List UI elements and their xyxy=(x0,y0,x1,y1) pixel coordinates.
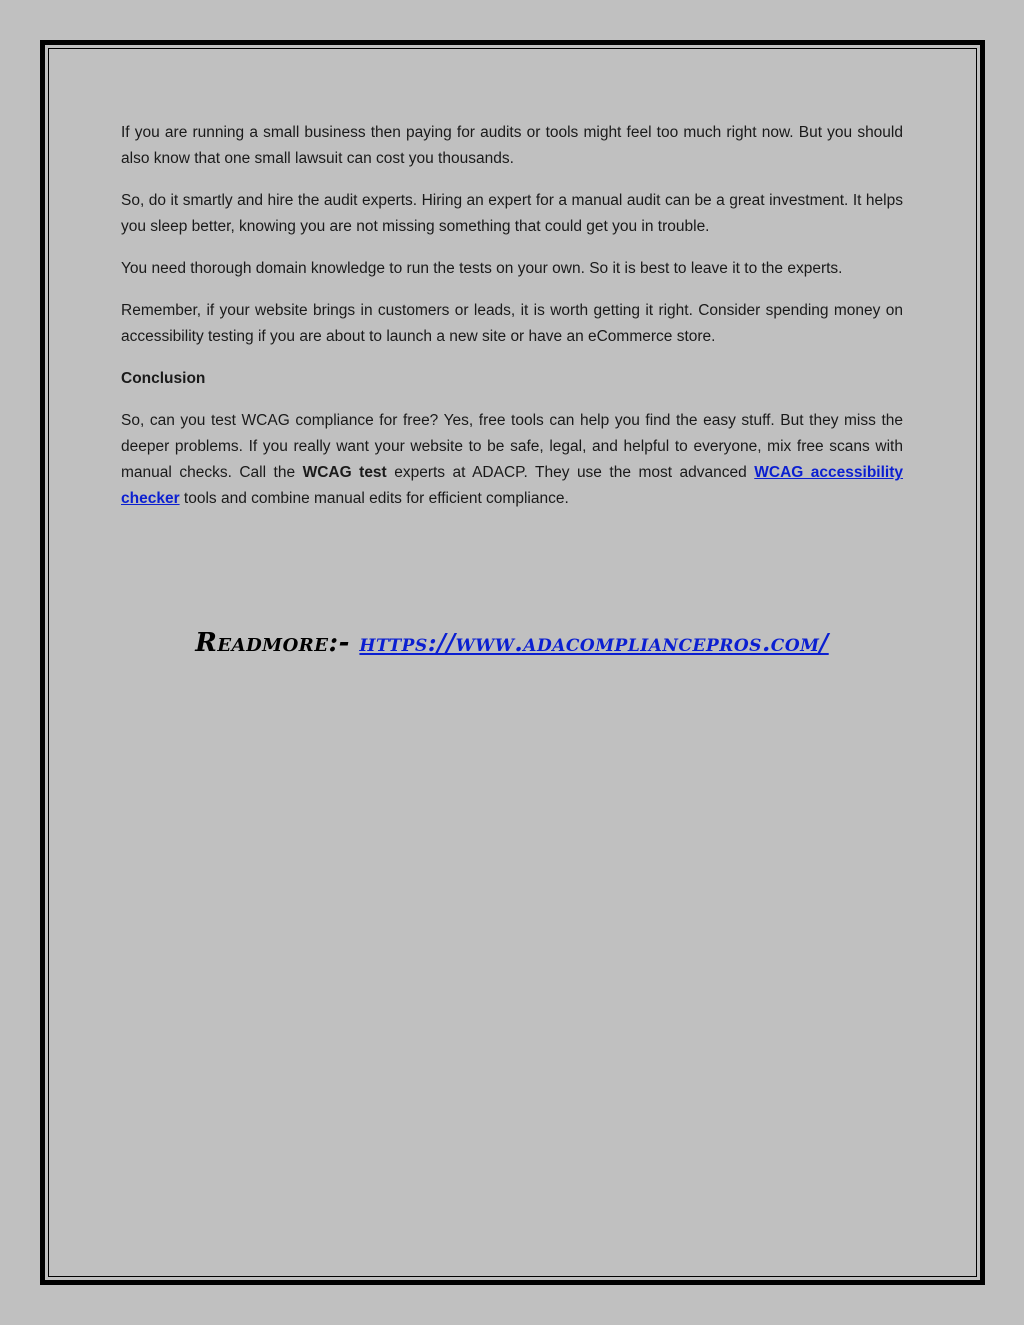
conclusion-text-middle: experts at ADACP. They use the most advanced xyxy=(386,464,755,481)
readmore-line xyxy=(0,628,1024,658)
readmore-label: Readmore:- xyxy=(195,628,360,658)
paragraph-domain-knowledge: You need thorough domain knowledge to run the tests on your own. So it is best to leave it to the experts. xyxy=(121,260,843,277)
conclusion-heading: Conclusion xyxy=(121,370,206,387)
document-body xyxy=(121,120,903,528)
wcag-accessibility-checker-link[interactable]: WCAG accessibility checker xyxy=(121,464,904,507)
readmore-url-link[interactable]: https://www.adacompliancepros.com/ xyxy=(359,628,829,657)
paragraph-small-business: If you are running a small business then paying for audits or tools might feel too much right now. But you should also know that one small lawsuit can cost you thousands. xyxy=(121,124,903,167)
conclusion-text-end: tools and combine manual edits for efficient compliance. xyxy=(179,490,569,507)
wcag-test-term: WCAG test xyxy=(302,464,387,481)
paragraph-accessibility-testing: Remember, if your website brings in customers or leads, it is worth getting it right. Consider spending money on accessibility testing if you are about to launch a new site or have an eCommerce store. xyxy=(121,302,903,345)
conclusion-text-start: So, can you test WCAG compliance for free? Yes, free tools can help you find the easy stuff. But they miss the deeper problems. If you really want your website to be safe, legal, and helpful to everyone, mix free scans with manual checks. Call the xyxy=(121,412,903,481)
paragraph-conclusion xyxy=(121,408,903,512)
paragraph-hire-experts: So, do it smartly and hire the audit experts. Hiring an expert for a manual audit can be a great investment. It helps you sleep better, knowing you are not missing something that could get you in trouble. xyxy=(121,192,903,235)
